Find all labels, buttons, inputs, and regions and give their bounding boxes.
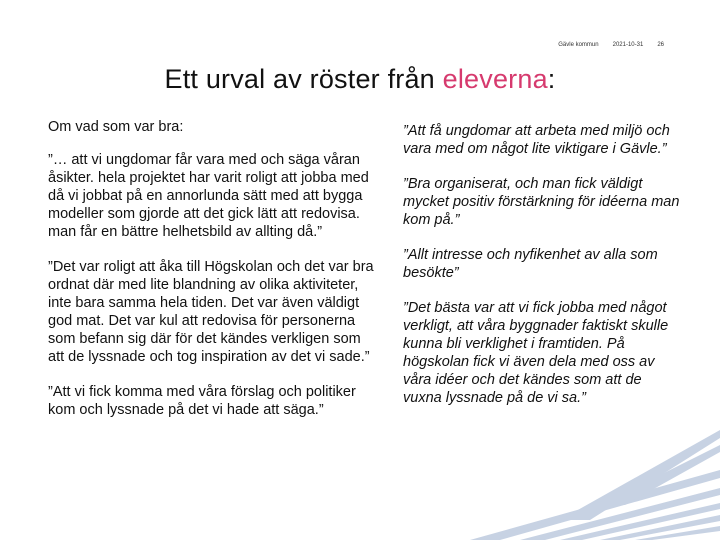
left-column: [48, 118, 378, 436]
title-prefix: Ett urval av röster från: [164, 64, 443, 94]
title-suffix: :: [547, 64, 556, 94]
quote-right-2: ”Bra organiserat, och man fick väldigt mycket positiv förstärkning för idéerna man kom på.”: [403, 176, 680, 228]
quote-right-3: ”Allt intresse och nyfikenhet av alla som besökte”: [403, 247, 658, 281]
left-lead: Om vad som var bra:: [48, 119, 184, 135]
quote-right-4: ”Det bästa var att vi fick jobba med något verkligt, att våra byggnader faktiskt skulle kunna bli verklighet i framtiden. På högskolan fick vi även dela med oss av våra idéer och det kändes som att de vuxna lyssnade på de vi sa.”: [403, 300, 669, 406]
quote-left-1: ”… att vi ungdomar får vara med och säga våran åsikter. hela projektet har varit roligt att jobba med då vi jobbat på en annorlunda sätt med att bygga modeller som gjorde att det gick lätt att redovisa. man får en bättre helhetsbild av allting då.”: [48, 152, 369, 240]
slide-date: 2021-10-31: [612, 42, 644, 48]
slide-title: [0, 64, 720, 95]
slide-number: 26: [657, 42, 664, 48]
right-column: [403, 122, 683, 424]
organization-name: Gävle kommun: [558, 42, 599, 48]
quote-right-1: ”Att få ungdomar att arbeta med miljö och vara med om något lite viktigare i Gävle.”: [403, 123, 670, 157]
slide-header-meta: [558, 42, 664, 48]
title-accent: eleverna: [442, 64, 548, 94]
quote-left-2: ”Det var roligt att åka till Högskolan och det var bra ordnat där med lite blandning av olika aktiviteter, inte bara samma hela tiden. Det var även väldigt god mat. Det var kul att redovisa för personerna som befann sig där för det kändes verkligen som att de lyssnade och tog inspiration av det vi sade.”: [48, 259, 374, 365]
quote-left-3: ”Att vi fick komma med våra förslag och politiker kom och lyssnade på det vi hade att säga.”: [48, 384, 356, 418]
